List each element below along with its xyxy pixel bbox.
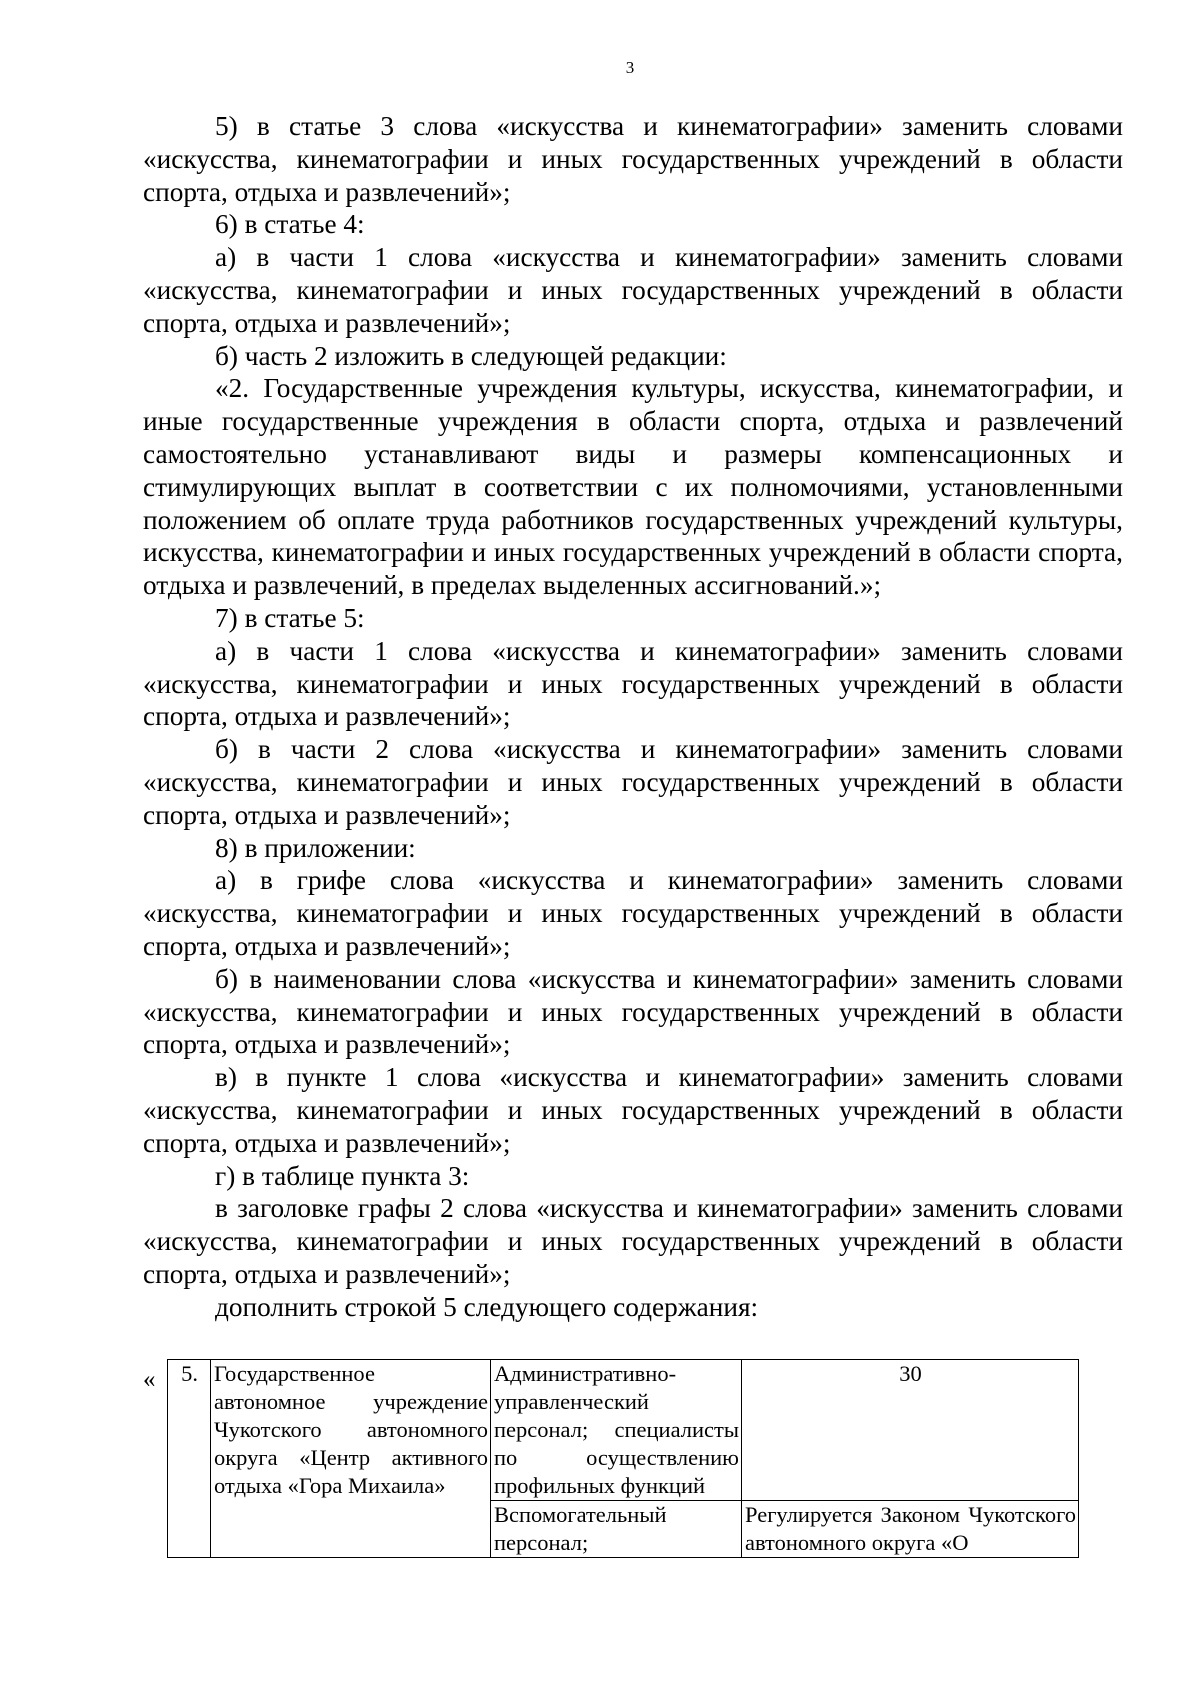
paragraph-item-8g-1: в заголовке графы 2 слова «искусства и кинематографии» заменить словами «искусства, кинематографии и иных государственных учреждений в области спорта, отдыха и развлечений»; xyxy=(143,1193,1123,1289)
institution-cell: Государственное автономное учреждение Чукотского автономного округа «Центр активного отдыха «Гора Михаила» xyxy=(211,1360,491,1558)
paragraph-item-8a: а) в грифе слова «искусства и кинематографии» заменить словами «искусства, кинематографии и иных государственных учреждений в области спорта, отдыха и развлечений»; xyxy=(143,865,1123,961)
paragraph-item-6a: а) в части 1 слова «искусства и кинематографии» заменить словами «искусства, кинематографии и иных государственных учреждений в области спорта, отдыха и развлечений»; xyxy=(143,242,1123,338)
staff-category-cell: Вспомогательный персонал; xyxy=(491,1501,742,1558)
value-cell: 30 xyxy=(742,1360,1079,1501)
paragraph-item-8g-2: дополнить строкой 5 следующего содержания: xyxy=(215,1291,759,1322)
paragraph-item-6b-text: «2. Государственные учреждения культуры, искусства, кинематографии, и иные государственные учреждения в области спорта, отдыха и развлечений самостоятельно устанавливают виды и размеры компенсационных и стимулирующих выплат в соответствии с их полномочиями, установленными положением об оплате труда работников государственных учреждений культуры, искусства, кинематографии и иных государственных учреждений в области спорта, отдыха и развлечений, в пределах выделенных ассигнований.»; xyxy=(143,373,1123,601)
paragraph-item-7b: б) в части 2 слова «искусства и кинематографии» заменить словами «искусства, кинематографии и иных государственных учреждений в области спорта, отдыха и развлечений»; xyxy=(143,734,1123,830)
paragraph-item-8: 8) в приложении: xyxy=(215,832,416,863)
table-open-quote: « xyxy=(143,1366,156,1393)
paragraph-item-6b: б) часть 2 изложить в следующей редакции: xyxy=(215,340,727,371)
paragraph-item-6: 6) в статье 4: xyxy=(215,209,365,240)
document-body xyxy=(143,110,1123,1323)
paragraph-item-8g: г) в таблице пункта 3: xyxy=(215,1160,470,1191)
row-number-cell: 5. xyxy=(168,1360,211,1558)
table-row xyxy=(168,1360,1079,1501)
paragraph-item-8b: б) в наименовании слова «искусства и кинематографии» заменить словами «искусства, кинематографии и иных государственных учреждений в области спорта, отдыха и развлечений»; xyxy=(143,963,1123,1060)
staff-category-cell: Административно-управленческий персонал; специалисты по осуществлению профильных функций xyxy=(491,1360,742,1501)
paragraph-item-7: 7) в статье 5: xyxy=(215,602,365,633)
salary-table xyxy=(167,1359,1079,1558)
paragraph-item-5: 5) в статье 3 слова «искусства и кинематографии» заменить словами «искусства, кинематографии и иных государственных учреждений в области спорта, отдыха и развлечений»; xyxy=(143,111,1123,207)
value-cell: Регулируется Законом Чукотского автономного округа «О xyxy=(742,1501,1079,1558)
paragraph-item-7a: а) в части 1 слова «искусства и кинематографии» заменить словами «искусства, кинематографии и иных государственных учреждений в области спорта, отдыха и развлечений»; xyxy=(143,635,1123,732)
paragraph-item-8v: в) в пункте 1 слова «искусства и кинематографии» заменить словами «искусства, кинематографии и иных государственных учреждений в области спорта, отдыха и развлечений»; xyxy=(143,1062,1123,1158)
page-number: 3 xyxy=(625,58,635,77)
